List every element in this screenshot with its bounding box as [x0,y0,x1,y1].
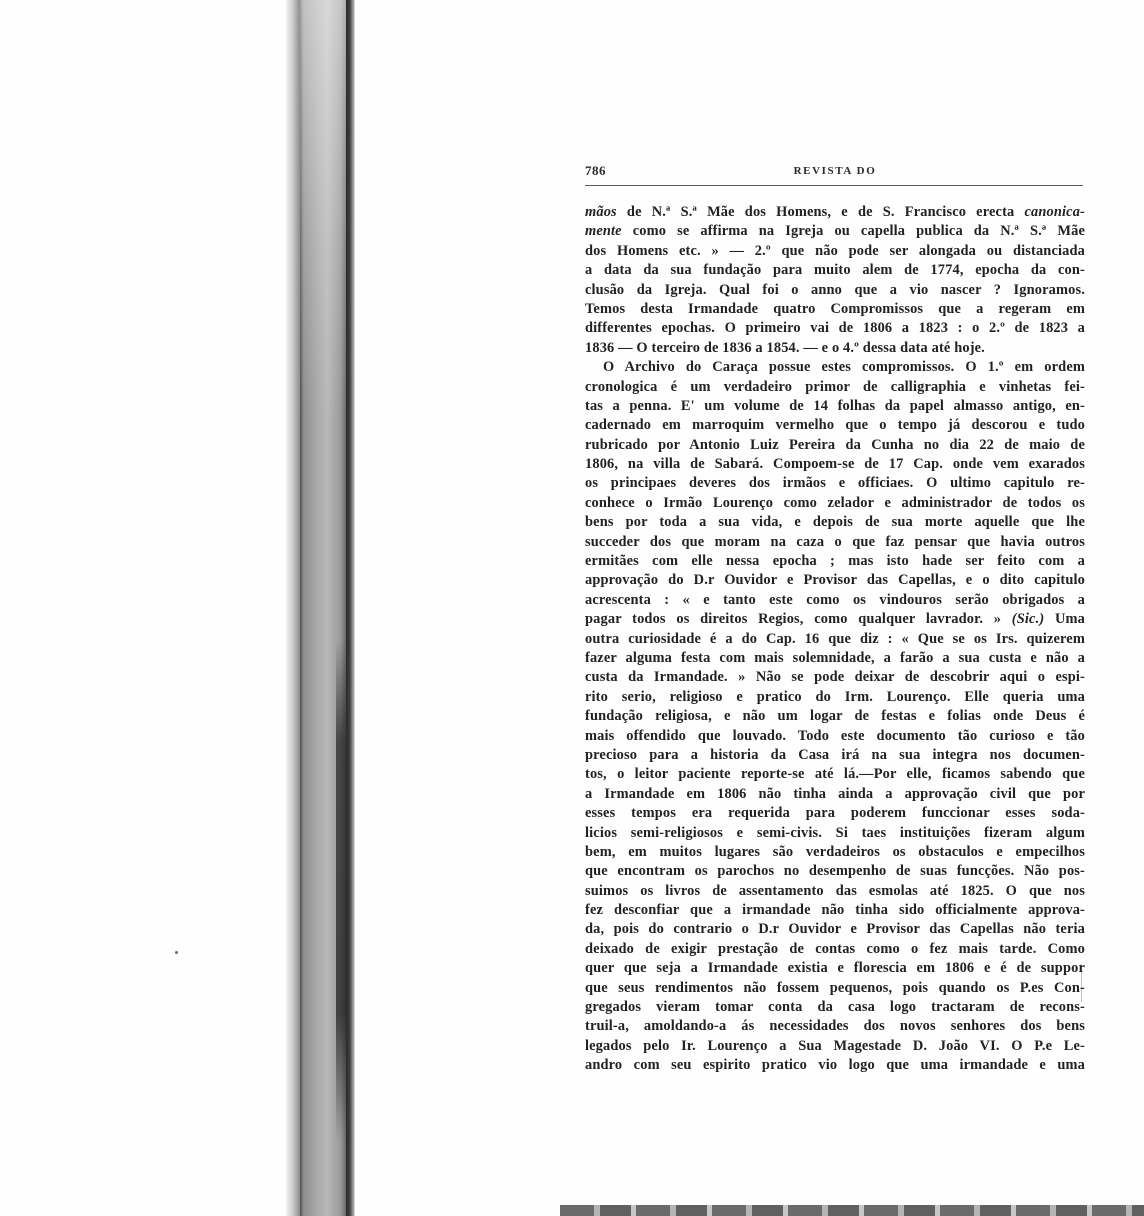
text-run: que encontram os parochos no desempenho de suas funcções. Não pos- [585,863,1085,880]
text-run: mais offendido que louvado. Todo este documento tão curioso e tão [585,727,1085,744]
text-line [585,959,1085,978]
page-edge [346,0,355,1216]
text-run: fazer alguma festa com mais solemnidade, a farão a sua custa e não a [585,649,1085,666]
header-rule [585,185,1083,186]
text-run: fundação religiosa, e não um logar de festas e folias onde Deus é [585,708,1085,725]
text-run: suimos os livros de assentamento das esmolas até 1825. O que nos [585,882,1085,899]
text-line [585,882,1085,901]
text-run: deixado de exigir prestação de contas como o fez mais tarde. Como [585,940,1085,957]
spine-highlight [300,0,346,420]
text-run: bens por toda a sua vida, e depois de sua morte aquelle que lhe [585,514,1085,531]
text-line [585,843,1085,862]
text-line [585,494,1085,513]
text-line [585,533,1085,552]
text-run: dos Homens etc. » — 2.º que não pode ser alongada ou distanciada [585,242,1085,259]
text-run: conhece o Irmão Lourenço como zelador e administrador de todos os [585,494,1085,511]
paragraph [585,358,1085,1075]
text-line [585,242,1085,261]
text-line [585,300,1085,319]
text-line [585,1037,1085,1056]
text-run: da, pois do contrario o D.r Ouvidor e Provisor das Capellas não teria [585,921,1085,938]
text-run: bem, em muitos lugares são verdadeiros os obstaculos e empecilhos [585,843,1085,860]
text-run: approvação do D.r Ouvidor e Provisor das Capellas, e o dito capitulo [585,572,1085,589]
text-line [585,630,1085,649]
text-line [585,824,1085,843]
text-line [585,358,1085,377]
text-line [585,261,1085,280]
text-line [585,455,1085,474]
text-line [585,203,1085,222]
text-run: outra curiosidade é a do Cap. 16 que diz : « Que se os Irs. quizerem [585,630,1085,647]
italic-text-run: mãos [585,204,617,220]
text-run: custa da Irmandade. » Não se pode deixar de descobrir aqui o espi- [585,669,1085,686]
text-run: 1836 — O terceiro de 1836 a 1854. — e o 4.º dessa data até hoje. [585,339,985,356]
text-run: esses tempos era requerida para poderem funccionar esses soda- [585,805,1085,822]
text-run: tos, o leitor paciente reporte-se até lá.—Por elle, ficamos sabendo que [585,766,1085,783]
text-run: legados pelo Ir. Lourenço a Sua Magestade D. João VI. O P.e Le- [585,1037,1085,1054]
text-run: cronologica é um verdadeiro primor de calligraphia e vinhetas fei- [585,378,1085,395]
text-line [585,727,1085,746]
text-run: que seus rendimentos não fossem pequenos, pois quando os P.es Con- [585,979,1085,996]
text-line [585,378,1085,397]
italic-text-run: mente [585,223,622,240]
text-line [585,649,1085,668]
paragraph [585,203,1085,358]
text-line [585,688,1085,707]
text-line [585,920,1085,939]
text-line [585,222,1085,241]
text-run: licios semi-religiosos e semi-civis. Si taes instituições fizeram algum [585,824,1085,841]
text-line [585,901,1085,920]
bottom-scan-edge [560,1205,1144,1216]
text-line [585,746,1085,765]
text-line [585,319,1085,338]
text-run: precioso para a historia da Casa irá na sua integra nos documen- [585,746,1085,763]
text-run: os principaes deveres dos irmãos e officiaes. O ultimo capitulo re- [585,475,1085,492]
text-run: acrescenta : « e tanto este como os vindouros serão obrigados a [585,591,1085,608]
text-run: Uma [1044,611,1085,628]
text-line [585,862,1085,881]
text-run: truil-a, amoldando-a ás necessidades dos novos senhores dos bens [585,1018,1085,1035]
text-run: clusão da Igreja. Qual foi o anno que a vio nascer ? Ignoramos. [585,281,1085,298]
text-line [585,416,1085,435]
text-run: pagar todos os direitos Regios, como qualquer lavrador. » [585,611,1012,628]
text-line [585,552,1085,571]
text-line [585,1056,1085,1075]
text-run: de N.ª S.ª Mãe dos Homens, e de S. Francisco erecta [616,204,1025,220]
text-line [585,785,1085,804]
text-run: fez desconfiar que a irmandade não tinha sido officialmente approva- [585,902,1085,919]
text-line [585,397,1085,416]
italic-text-run: (Sic.) [1011,611,1045,628]
text-line [585,513,1085,532]
text-run: tas a penna. E' um volume de 14 folhas da papel almasso antigo, en- [585,397,1085,414]
text-run: a Irmandade em 1806 não tinha ainda a approvação civil que por [585,785,1085,802]
text-line [585,436,1085,455]
text-run: cadernado em marroquim vermelho que o tempo já descorou e tudo [585,417,1085,434]
text-line [585,668,1085,687]
text-run: rubricado por Antonio Luiz Pereira da Cunha no dia 22 de maio de [585,436,1085,453]
text-line [585,474,1085,493]
text-run: succeder dos que moram na caza o que faz pensar que havia outros [585,533,1085,550]
italic-text-run: canonica- [1024,204,1085,220]
text-line [585,339,1085,358]
text-line [585,610,1085,629]
text-line [585,765,1085,784]
text-run: como se affirma na Igreja ou capella publica da N.ª S.ª Mãe [621,223,1085,240]
text-run: O Archivo do Caraça possue estes compromissos. O 1.º em ordem [603,359,1085,376]
body-text [585,203,1085,1076]
text-run: andro com seu espirito pratico vio logo que uma irmandade e uma [585,1057,1085,1074]
page-number: 786 [585,163,606,178]
text-line [585,940,1085,959]
text-run: quer que seja a Irmandade existia e florescia em 1806 e é de suppor [585,960,1085,977]
scan-dust-speck [175,951,178,954]
text-run: gregados vieram tomar conta da casa logo tractaram de recons- [585,999,1085,1016]
text-line [585,591,1085,610]
text-run: rito serio, religioso e pratico do Irm. Lourenço. Elle queria uma [585,688,1085,705]
binding-gutter [286,0,300,1216]
text-line [585,998,1085,1017]
running-title: REVISTA DO [793,165,877,177]
text-run: a data da sua fundação para muito alem de 1774, epocha da con- [585,262,1085,279]
text-line [585,707,1085,726]
text-line [585,281,1085,300]
text-line [585,571,1085,590]
text-run: differentes epochas. O primeiro vai de 1806 a 1823 : o 2.º de 1823 a [585,320,1085,337]
text-run: ermitães com elle nessa epocha ; mas isto hade ser feito com a [585,553,1085,570]
text-line [585,1017,1085,1036]
text-run: 1806, na villa de Sabará. Compoem-se de 17 Cap. onde vem exarados [585,456,1085,473]
spine-dark-streak [336,640,346,1140]
text-line [585,979,1085,998]
text-run: Temos desta Irmandade quatro Compromissos que a regeram em [585,300,1085,317]
text-line [585,804,1085,823]
